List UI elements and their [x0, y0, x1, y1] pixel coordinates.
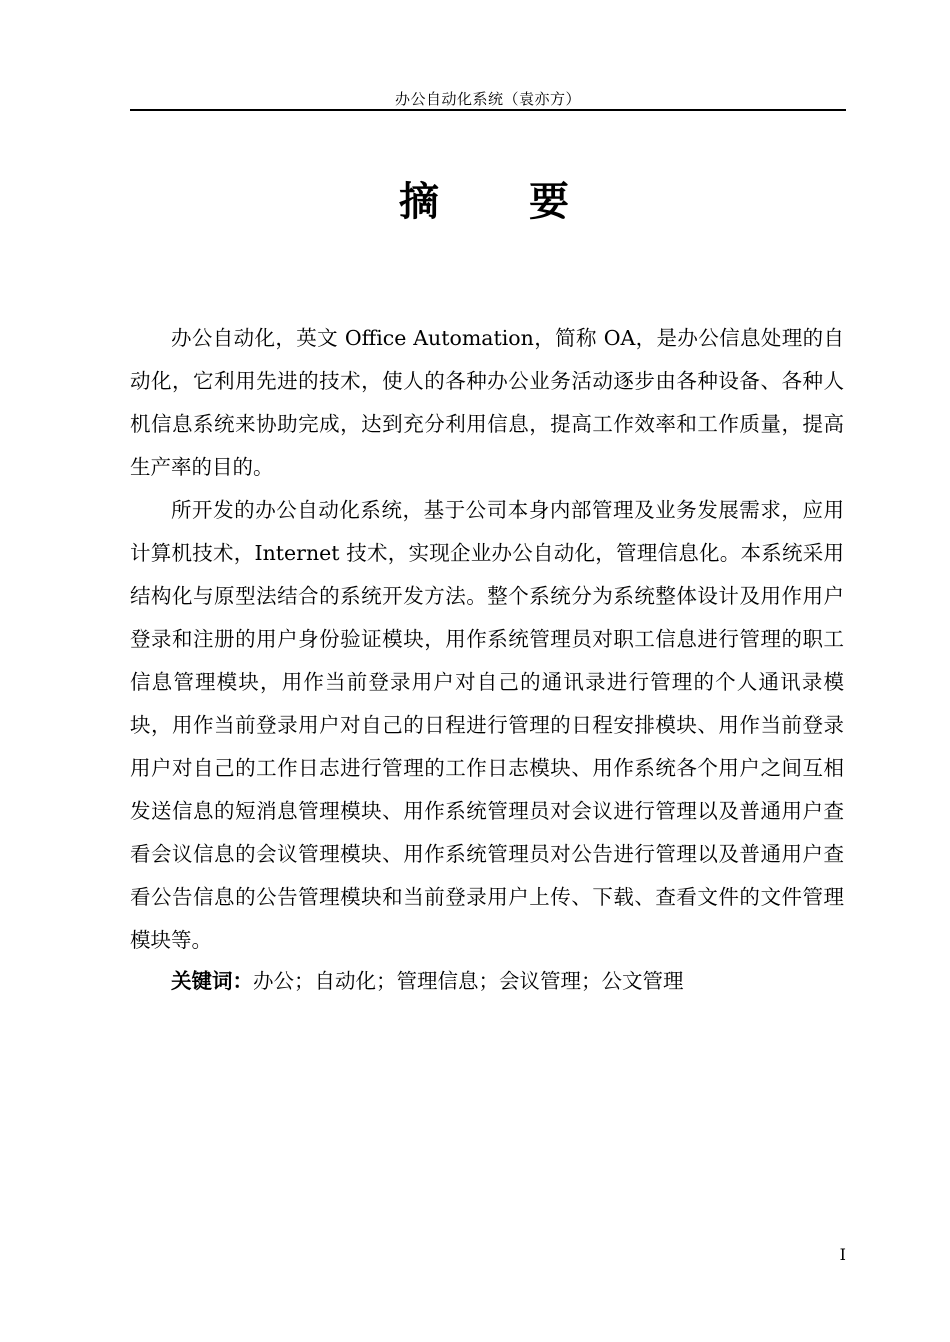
page-number: I	[839, 1245, 846, 1264]
keywords-line	[130, 960, 844, 1003]
abstract-body	[130, 317, 844, 962]
running-header: 办公自动化系统（袁亦方）	[394, 90, 581, 108]
abstract-title: 摘 要	[399, 179, 607, 225]
header-rule	[130, 109, 846, 111]
abstract-paragraph-2: 所开发的办公自动化系统，基于公司本身内部管理及业务发展需求，应用计算机技术，Internet 技术，实现企业办公自动化，管理信息化。本系统采用结构化与原型法结合的系统开发方法。整个系统分为系统整体设计及用作用户登录和注册的用户身份验证模块，用作系统管理员对职工信息进行管理的职工信息管理模块，用作当前登录用户对自己的通讯录进行管理的个人通讯录模块，用作当前登录用户对自己的日程进行管理的日程安排模块、用作当前登录用户对自己的工作日志进行管理的工作日志模块、用作系统各个用户之间互相发送信息的短消息管理模块、用作系统管理员对会议进行管理以及普通用户查看会议信息的会议管理模块、用作系统管理员对公告进行管理以及普通用户查看公告信息的公告管理模块和当前登录用户上传、下载、查看文件的文件管理模块等。	[130, 498, 844, 952]
keywords-label: 关键词：	[171, 969, 253, 993]
abstract-paragraph-1: 办公自动化，英文 Office Automation，简称 OA，是办公信息处理的自动化，它利用先进的技术，使人的各种办公业务活动逐步由各种设备、各种人机信息系统来协助完成，达到充分利用信息，提高工作效率和工作质量，提高生产率的目的。	[130, 326, 844, 479]
keywords-value: 办公；自动化；管理信息；会议管理；公文管理	[253, 969, 684, 993]
